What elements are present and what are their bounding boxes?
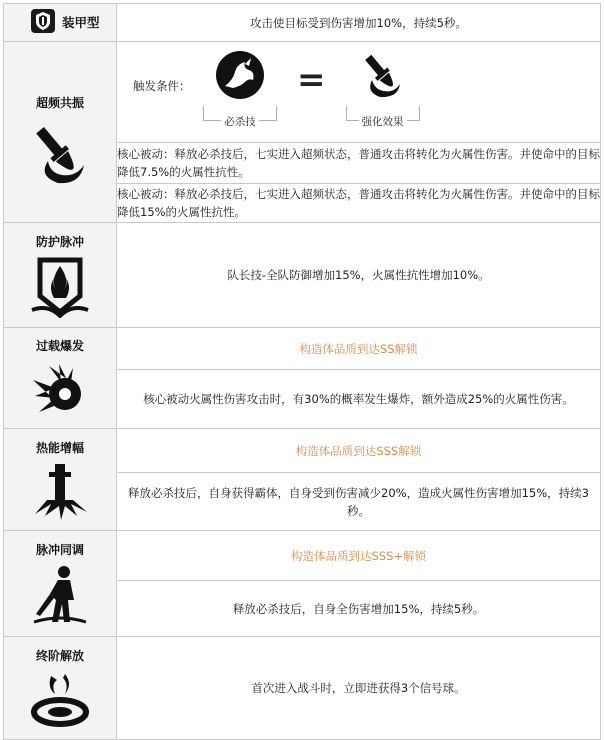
final-name-cell <box>4 637 117 740</box>
unlock-condition: 构造体品质到达SS解锁 <box>117 328 601 370</box>
resonance-name-cell <box>4 42 117 223</box>
equals-sign: = <box>297 60 326 100</box>
trigger-item-label: 必杀技 <box>221 114 259 129</box>
sync-name-cell <box>4 531 117 637</box>
skill-desc: 首次进入战斗时，立即进获得3个信号球。 <box>117 637 601 740</box>
trigger-ultimate <box>203 50 277 129</box>
skill-name: 脉冲同调 <box>35 542 84 557</box>
shield-armor-icon <box>30 8 56 38</box>
skill-name: 防护脉冲 <box>35 235 84 249</box>
trigger-cell <box>117 42 601 143</box>
skill-name: 超频共振 <box>35 96 84 110</box>
skill-desc: 核心被动：释放必杀技后，七实进入超频状态，普通攻击将转化为火属性伤害。并使命中的目标降低15%的火属性抗性。 <box>117 184 601 223</box>
skill-name: 过载爆发 <box>35 339 84 353</box>
skill-desc: 攻击使目标受到伤害增加10%，持续5秒。 <box>117 4 601 42</box>
pulse-name-cell <box>4 223 117 328</box>
trigger-label: 触发条件： <box>133 79 191 93</box>
flame-crest-icon <box>28 256 92 322</box>
warrior-silhouette-icon <box>30 564 90 632</box>
skill-row-pulse <box>4 223 601 328</box>
skill-row-overload <box>4 328 601 370</box>
skill-row-thermal <box>4 429 601 473</box>
armor-name-cell <box>4 4 117 42</box>
energy-ring-icon <box>29 670 91 734</box>
skill-desc: 核心被动：释放必杀技后，七实进入超频状态，普通攻击将转化为火属性伤害。并使命中的目标降低7.5%的火属性抗性。 <box>117 143 601 184</box>
skill-desc: 释放必杀技后，自身全伤害增加15%，持续5秒。 <box>117 581 601 637</box>
explosion-burst-icon <box>29 360 91 424</box>
skill-row-sync <box>4 531 601 581</box>
skill-row-final <box>4 637 601 740</box>
skill-name: 终阶解放 <box>35 649 84 663</box>
skill-name: 装甲型 <box>62 14 100 30</box>
unlock-condition: 构造体品质到达SSS+解锁 <box>117 531 601 581</box>
skill-row-resonance <box>4 42 601 143</box>
skill-name: 热能增幅 <box>35 440 84 455</box>
flaming-blade-icon <box>30 121 90 191</box>
skill-desc: 核心被动火属性伤害攻击时，有30%的概率发生爆炸，额外造成25%的火属性伤害。 <box>117 370 601 429</box>
flaming-blade-small-icon <box>358 50 408 104</box>
thermal-name-cell <box>4 429 117 531</box>
dragon-ultimate-icon <box>215 50 265 104</box>
skill-row-armor <box>4 4 601 42</box>
overload-name-cell <box>4 328 117 429</box>
skill-table <box>3 3 601 740</box>
trigger-item-label: 强化效果 <box>359 114 407 129</box>
skill-desc: 队长技-全队防御增加15%，火属性抗性增加10%。 <box>117 223 601 328</box>
unlock-condition: 构造体品质到达SSS解锁 <box>117 429 601 473</box>
sword-impact-icon <box>29 462 91 526</box>
trigger-enhance <box>346 50 420 129</box>
skill-desc: 释放必杀技后，自身获得霸体，自身受到伤害减少20%，造成火属性伤害增加15%，持续3秒。 <box>117 473 601 531</box>
